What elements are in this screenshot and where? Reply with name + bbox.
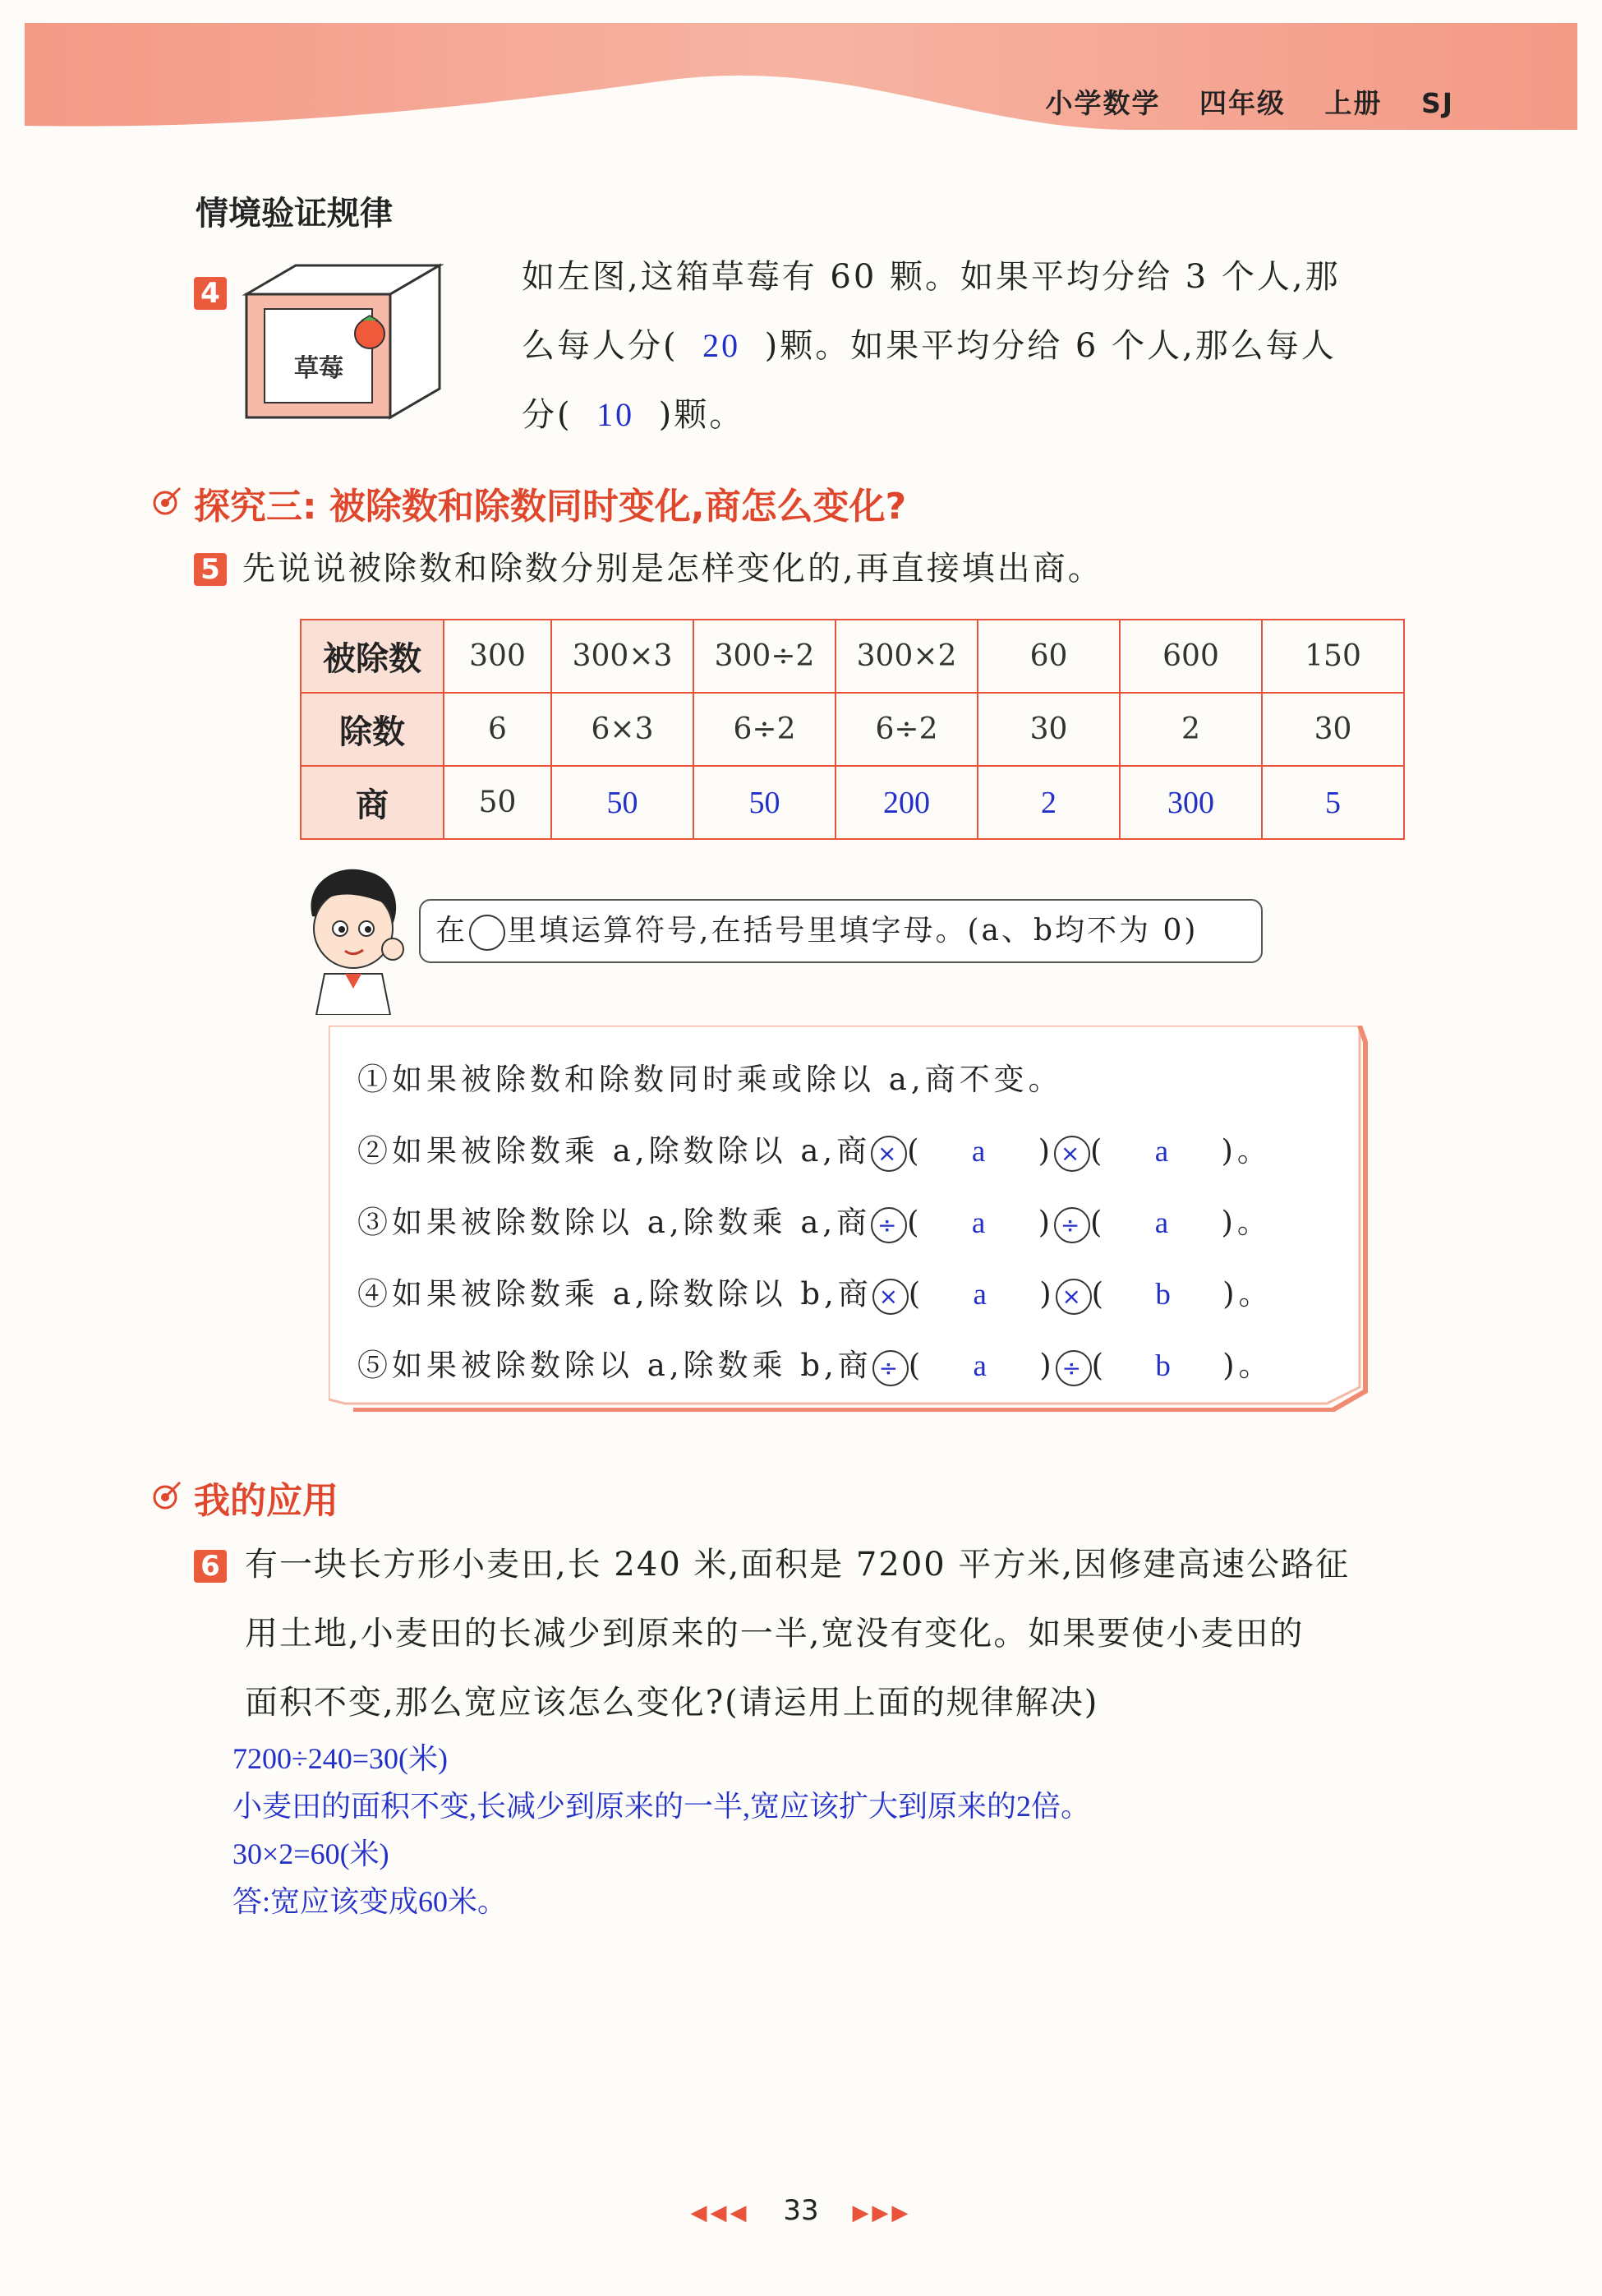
header-info <box>1017 82 1454 121</box>
letter-blank[interactable]: a <box>1154 1206 1173 1240</box>
solution-line-3: 30×2=60(米) <box>232 1837 389 1870</box>
table-cell: 6÷2 <box>693 693 836 766</box>
page-number: 33 <box>783 2194 819 2227</box>
operator-blank[interactable]: ÷ <box>871 1207 907 1243</box>
letter-blank[interactable]: a <box>971 1206 990 1240</box>
header-volume: 上册 <box>1324 87 1383 119</box>
table-cell: 30 <box>978 693 1120 766</box>
letter-blank[interactable]: a <box>973 1278 991 1312</box>
table-cell: 300 <box>444 620 551 693</box>
rule-line-2: ②如果被除数乘 a,除数除以 a,商 × ( a ) × ( a )。 <box>357 1126 1272 1172</box>
table-cell: 150 <box>1262 620 1404 693</box>
question-number-4: 4 <box>194 277 227 310</box>
row-header: 商 <box>301 766 444 839</box>
box-label: 草莓 <box>294 354 343 383</box>
q4-text <box>522 242 1341 450</box>
table-cell: 300×2 <box>836 620 978 693</box>
instruction-bubble <box>419 899 1263 963</box>
operator-blank[interactable]: ÷ <box>1054 1207 1090 1243</box>
row-header: 被除数 <box>301 620 444 693</box>
rule-line-4: ④如果被除数乘 a,除数除以 b,商 × ( a ) × ( b )。 <box>357 1269 1273 1315</box>
bubble-text-pre: 在 <box>435 914 468 947</box>
letter-blank[interactable]: b <box>1155 1278 1175 1312</box>
q4-line1: 如左图,这箱草莓有 60 颗。如果平均分给 3 个人,那 <box>522 258 1341 296</box>
table-cell: 6 <box>444 693 551 766</box>
target-icon <box>150 485 183 518</box>
answer-cell[interactable]: 2 <box>978 766 1120 839</box>
explore-three-heading: 探究三: 被除数和除数同时变化,商怎么变化? <box>194 486 907 528</box>
letter-blank[interactable]: a <box>971 1135 990 1169</box>
solution-line-2: 小麦田的面积不变,长减少到原来的一半,宽应该扩大到原来的2倍。 <box>232 1790 1091 1823</box>
table-row <box>301 693 1404 766</box>
answer-cell[interactable]: 300 <box>1120 766 1262 839</box>
answer-blank-2[interactable]: 10 <box>596 396 635 433</box>
my-application-heading: 我的应用 <box>194 1480 338 1522</box>
header-edition: SJ <box>1420 87 1454 119</box>
section-title-situation: 情境验证规律 <box>196 195 393 233</box>
question-number-6: 6 <box>194 1550 227 1583</box>
header-grade: 四年级 <box>1199 87 1286 119</box>
answer-cell[interactable]: 50 <box>693 766 836 839</box>
header-subject: 小学数学 <box>1045 87 1161 119</box>
letter-blank[interactable]: a <box>1154 1135 1173 1169</box>
solution-line-4: 答:宽应该变成60米。 <box>232 1885 508 1918</box>
rule-line-5: ⑤如果被除数除以 a,除数乘 b,商 ÷ ( a ) ÷ ( b )。 <box>357 1340 1273 1386</box>
operator-blank[interactable]: ÷ <box>872 1350 909 1386</box>
q6-line2: 用土地,小麦田的长减少到原来的一半,宽没有变化。如果要使小麦田的 <box>245 1615 1305 1653</box>
circle-blank-icon <box>469 915 505 951</box>
target-icon <box>150 1479 183 1512</box>
q4-line3: 分( 10 )颗。 <box>522 380 1341 450</box>
table-cell: 60 <box>978 620 1120 693</box>
table-cell: 600 <box>1120 620 1262 693</box>
q5-text: 先说说被除数和除数分别是怎样变化的,再直接填出商。 <box>242 550 1103 588</box>
answer-cell[interactable]: 50 <box>551 766 693 839</box>
bubble-text-post: 里填运算符号,在括号里填字母。(a、b均不为 0) <box>507 914 1199 947</box>
boy-avatar <box>288 859 419 1015</box>
table-row <box>301 766 1404 839</box>
operator-blank[interactable]: × <box>872 1279 909 1315</box>
q6-line3: 面积不变,那么宽应该怎么变化?(请运用上面的规律解决) <box>245 1684 1099 1722</box>
prev-arrows-icon: ◀◀◀ <box>690 2201 750 2225</box>
table-cell: 6×3 <box>551 693 693 766</box>
division-table <box>300 619 1405 840</box>
answer-cell[interactable]: 5 <box>1262 766 1404 839</box>
table-cell: 30 <box>1262 693 1404 766</box>
letter-blank[interactable]: b <box>1155 1349 1175 1383</box>
answer-blank-1[interactable]: 20 <box>702 327 741 364</box>
row-header: 除数 <box>301 693 444 766</box>
table-cell: 300×3 <box>551 620 693 693</box>
table-cell: 2 <box>1120 693 1262 766</box>
q6-text <box>245 1530 1350 1737</box>
operator-blank[interactable]: × <box>1054 1136 1090 1172</box>
rule-line-1: ①如果被除数和除数同时乘或除以 a,商不变。 <box>357 1062 1063 1097</box>
rule-line-3: ③如果被除数除以 a,除数乘 a,商 ÷ ( a ) ÷ ( a )。 <box>357 1197 1272 1243</box>
q6-line1: 有一块长方形小麦田,长 240 米,面积是 7200 平方米,因修建高速公路征 <box>245 1546 1351 1584</box>
operator-blank[interactable]: ÷ <box>1056 1350 1092 1386</box>
operator-blank[interactable]: × <box>871 1136 907 1172</box>
next-arrows-icon: ▶▶▶ <box>852 2201 912 2225</box>
table-cell: 300÷2 <box>693 620 836 693</box>
q4-line2: 么每人分( 20 )颗。如果平均分给 6 个人,那么每人 <box>522 311 1341 380</box>
operator-blank[interactable]: × <box>1056 1279 1092 1315</box>
table-cell: 6÷2 <box>836 693 978 766</box>
table-cell: 50 <box>444 766 551 839</box>
table-row <box>301 620 1404 693</box>
solution-line-1: 7200÷240=30(米) <box>232 1742 449 1775</box>
strawberry-box-icon <box>238 261 448 426</box>
page-footer <box>0 2194 1602 2227</box>
question-number-5: 5 <box>194 553 227 586</box>
letter-blank[interactable]: a <box>973 1349 991 1383</box>
answer-cell[interactable]: 200 <box>836 766 978 839</box>
